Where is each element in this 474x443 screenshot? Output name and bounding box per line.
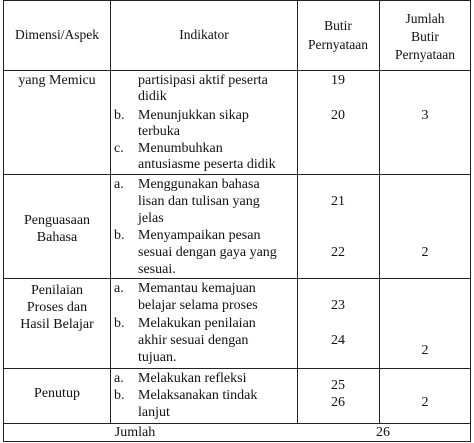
indicator-text: Melakukan penilaian bbox=[138, 316, 256, 331]
header-butir: Pernyataan bbox=[308, 37, 368, 52]
item-number: 19 bbox=[331, 73, 345, 88]
indicator-text: Menumbuhkan bbox=[138, 141, 223, 156]
indicator-text: Melaksanakan tindak bbox=[138, 388, 258, 403]
column-separator bbox=[297, 0, 298, 424]
header-butir: Butir bbox=[324, 18, 352, 33]
row-separator bbox=[3, 368, 471, 369]
row-separator bbox=[3, 174, 471, 175]
indicator-text: antusiasme peserta didik bbox=[138, 157, 276, 172]
column-separator bbox=[110, 0, 111, 424]
indicator-text: Melakukan refleksi bbox=[138, 371, 247, 386]
total-label: Jumlah bbox=[114, 425, 156, 440]
indicator-text: Memantau kemajuan bbox=[138, 281, 256, 296]
indicator-letter: b. bbox=[114, 108, 125, 123]
indicator-text: lisan dan tulisan yang bbox=[138, 194, 260, 209]
item-count: 2 bbox=[421, 395, 429, 410]
table-border-top bbox=[3, 0, 471, 1]
table-border-right bbox=[470, 0, 471, 442]
table-border-bottom bbox=[3, 441, 471, 442]
item-number: 21 bbox=[331, 194, 345, 209]
header-jumlah: Jumlah bbox=[405, 11, 445, 26]
row-separator bbox=[3, 278, 471, 279]
dimension-label: Penutup bbox=[34, 386, 80, 401]
dimension-label: Penguasaan bbox=[23, 213, 91, 228]
indicator-text: Menunjukkan sikap bbox=[138, 108, 249, 123]
item-count: 2 bbox=[421, 343, 429, 358]
indicator-text: Menggunakan bahasa bbox=[138, 177, 260, 192]
indicator-text: terbuka bbox=[138, 124, 180, 139]
header-separator bbox=[3, 70, 471, 71]
indicator-text: belajar selama proses bbox=[138, 298, 258, 313]
indicator-text: lanjut bbox=[138, 405, 170, 420]
indicator-letter: b. bbox=[114, 388, 125, 403]
item-count: 3 bbox=[421, 108, 429, 123]
dimension-label: yang Memicu bbox=[18, 73, 96, 88]
total-value: 26 bbox=[376, 425, 390, 440]
header-jumlah: Pernyataan bbox=[395, 47, 455, 62]
indicator-letter: a. bbox=[114, 281, 124, 296]
item-number: 24 bbox=[331, 333, 345, 348]
item-count: 2 bbox=[421, 245, 429, 260]
indicator-text: sesuai dengan gaya yang bbox=[138, 245, 277, 260]
row-separator bbox=[3, 423, 471, 424]
header-indikator: Indikator bbox=[179, 27, 229, 42]
item-number: 23 bbox=[331, 298, 345, 313]
indicator-text: akhir sesuai dengan bbox=[138, 333, 249, 348]
item-number: 22 bbox=[331, 245, 345, 260]
dimension-label: Bahasa bbox=[36, 230, 78, 245]
indicator-letter: c. bbox=[114, 141, 124, 156]
dimension-label: Penilaian bbox=[30, 283, 84, 298]
header-jumlah: Butir bbox=[411, 29, 439, 44]
indicator-letter: b. bbox=[114, 316, 125, 331]
dimension-label: Proses dan bbox=[26, 300, 88, 315]
indicator-text: jelas bbox=[138, 211, 164, 226]
item-number: 20 bbox=[331, 108, 345, 123]
item-number: 26 bbox=[331, 395, 345, 410]
indicator-letter: a. bbox=[114, 371, 124, 386]
indicator-text: tujuan. bbox=[138, 350, 177, 365]
indicator-letter: a. bbox=[114, 177, 124, 192]
dimension-label: Hasil Belajar bbox=[20, 317, 94, 332]
indicator-text: sesuai. bbox=[138, 262, 176, 277]
header-dimensi: Dimensi/Aspek bbox=[15, 27, 99, 42]
indicator-text: didik bbox=[138, 89, 167, 104]
column-separator bbox=[379, 0, 380, 424]
indicator-text: Menyampaikan pesan bbox=[138, 228, 261, 243]
table-border-left bbox=[3, 0, 4, 442]
item-number: 25 bbox=[331, 378, 345, 393]
indicator-text: partisipasi aktif peserta bbox=[138, 73, 268, 88]
indicator-letter: b. bbox=[114, 228, 125, 243]
